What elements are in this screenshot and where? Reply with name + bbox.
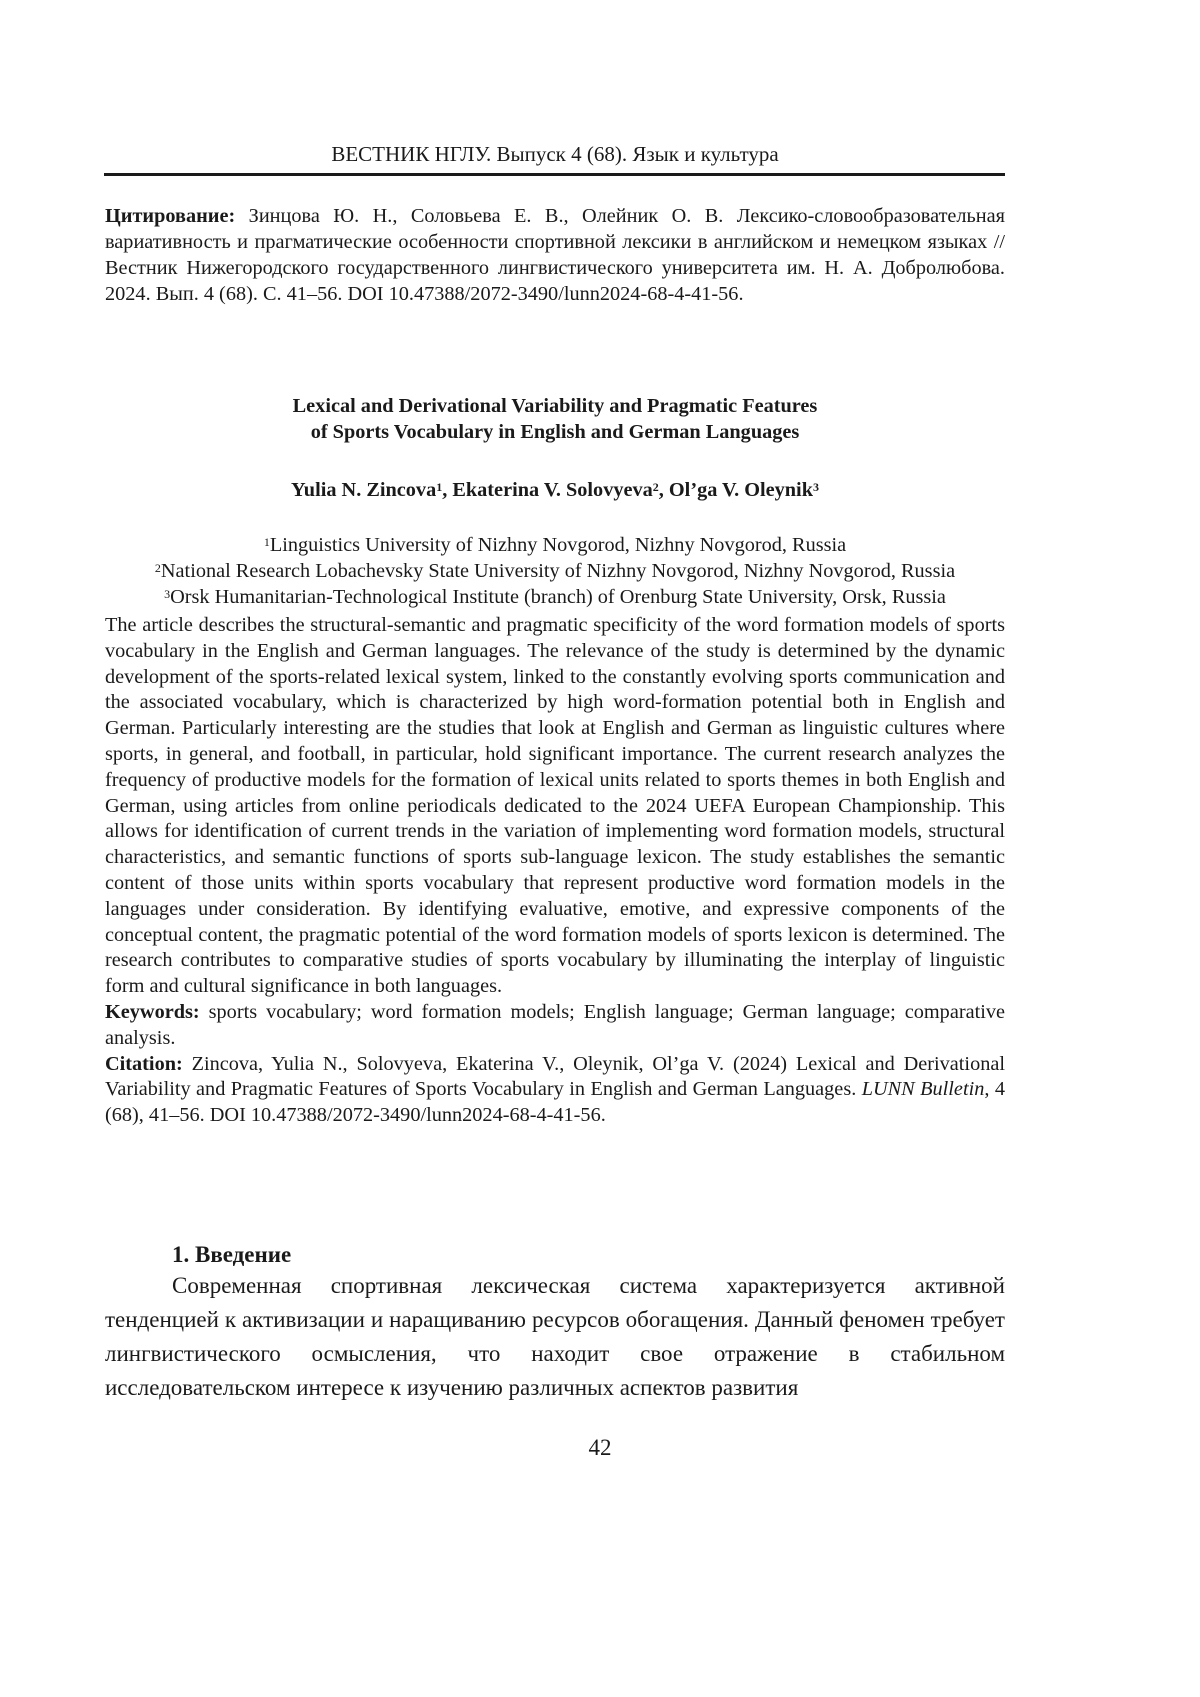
author-name: Ekaterina V. Solovyeva (452, 479, 653, 501)
keywords (105, 1000, 1005, 1052)
header-divider (104, 173, 1005, 176)
page-number: 42 (588, 1435, 612, 1460)
section-heading: 1. Введение (172, 1242, 292, 1267)
affiliation-text: National Research Lobachevsky State University of Nizhny Novgorod, Nizhny Novgorod, Russia (160, 560, 956, 582)
english-citation-label: Citation: (105, 1052, 183, 1075)
english-citation-tail: , 4 (68), 41–56. DOI 10.47388/2072-3490/lunn2024-68-4-41-56. (105, 1078, 1006, 1127)
author-name: Yulia N. Zincova (291, 479, 437, 501)
affiliation-item (105, 584, 1005, 610)
russian-citation-label: Цитирование: (105, 205, 236, 227)
affiliation-list (105, 532, 1005, 610)
english-citation (105, 1052, 1005, 1129)
affiliation-text: Orsk Humanitarian-Technological Institute (branch) of Orenburg State University, Orsk, Russia (170, 586, 946, 608)
affiliation-marker: 3 (164, 587, 171, 601)
running-header: ВЕСТНИК НГЛУ. Выпуск 4 (68). Язык и культура (331, 142, 779, 166)
english-citation-text: Zincova, Yulia N., Solovyeva, Ekaterina V., Oleynik, Ol’ga V. (2024) Lexical and Derivational Variability and Pragmatic Features of Sports Vocabulary in English and German Languages. (105, 1052, 1005, 1101)
abstract-section (105, 613, 1005, 1129)
keywords-label: Keywords: (105, 1000, 200, 1023)
article-title-line-1: Lexical and Derivational Variability and Pragmatic Features (292, 395, 818, 417)
russian-citation (105, 203, 1005, 307)
keywords-text: sports vocabulary; word formation models; English language; German language; comparative analysis. (105, 1000, 1005, 1049)
article-title (105, 393, 1005, 445)
affiliation-item (105, 532, 1005, 558)
author-separator: , (442, 479, 453, 501)
author-name: Ol’ga V. Oleynik (668, 479, 813, 501)
author-affiliation-marker: 2 (652, 480, 659, 494)
affiliation-marker: 1 (263, 535, 270, 549)
affiliation-item (105, 558, 1005, 584)
author-affiliation-marker: 1 (436, 480, 443, 494)
journal-name: LUNN Bulletin (861, 1078, 985, 1101)
abstract-text: The article describes the structural-semantic and pragmatic specificity of the word formation models of sports vocabulary in the English and German languages. The relevance of the study is determined by the dynamic development of the sports-related lexical system, linked to the constantly evolving sports communication and the associated vocabulary, which is characterized by high word-formation potential both in English and German. Particularly interesting are the studies that look at English and German as linguistic cultures where sports, in general, and football, in particular, hold significant importance. The current research analyzes the frequency of productive models for the formation of lexical units related to sports themes in both English and German, using articles from online periodicals dedicated to the 2024 UEFA European Championship. This allows for identification of current trends in the variation of implementing word formation models, structural characteristics, and semantic functions of sports sub-language lexicon. The study establishes the semantic content of those units within sports vocabulary that represent productive word formation models in the languages under consideration. By identifying evaluative, emotive, and expressive components of the conceptual content, the pragmatic potential of the word formation models of sports lexicon is determined. The research contributes to comparative studies of sports vocabulary by illuminating the interplay of linguistic form and cultural significance in both languages. (105, 614, 1005, 998)
article-title-line-2: of Sports Vocabulary in English and German Languages (310, 421, 800, 443)
author-separator: , (658, 479, 669, 501)
body-paragraph: Современная спортивная лексическая система характеризуется активной тенденцией к активизации и наращиванию ресурсов обогащения. Данный феномен требует лингвистического осмысления, что находит свое отражение в стабильном исследовательском интересе к изучению различных аспектов развития (105, 1273, 1005, 1400)
author-list (105, 477, 1005, 503)
affiliation-text: Linguistics University of Nizhny Novgorod, Nizhny Novgorod, Russia (269, 534, 847, 556)
author-affiliation-marker: 3 (812, 480, 819, 494)
russian-citation-text: Зинцова Ю. Н., Соловьева Е. В., Олейник О. В. Лексико-словообразовательная вариативность и прагматические особенности спортивной лексики в английском и немецком языках // Вестник Нижегородского государственного лингвистического университета им. Н. А. Добролюбова. 2024. Вып. 4 (68). С. 41–56. DOI 10.47388/2072-3490/lunn2024-68-4-41-56. (105, 205, 1005, 305)
affiliation-marker: 2 (154, 561, 161, 575)
